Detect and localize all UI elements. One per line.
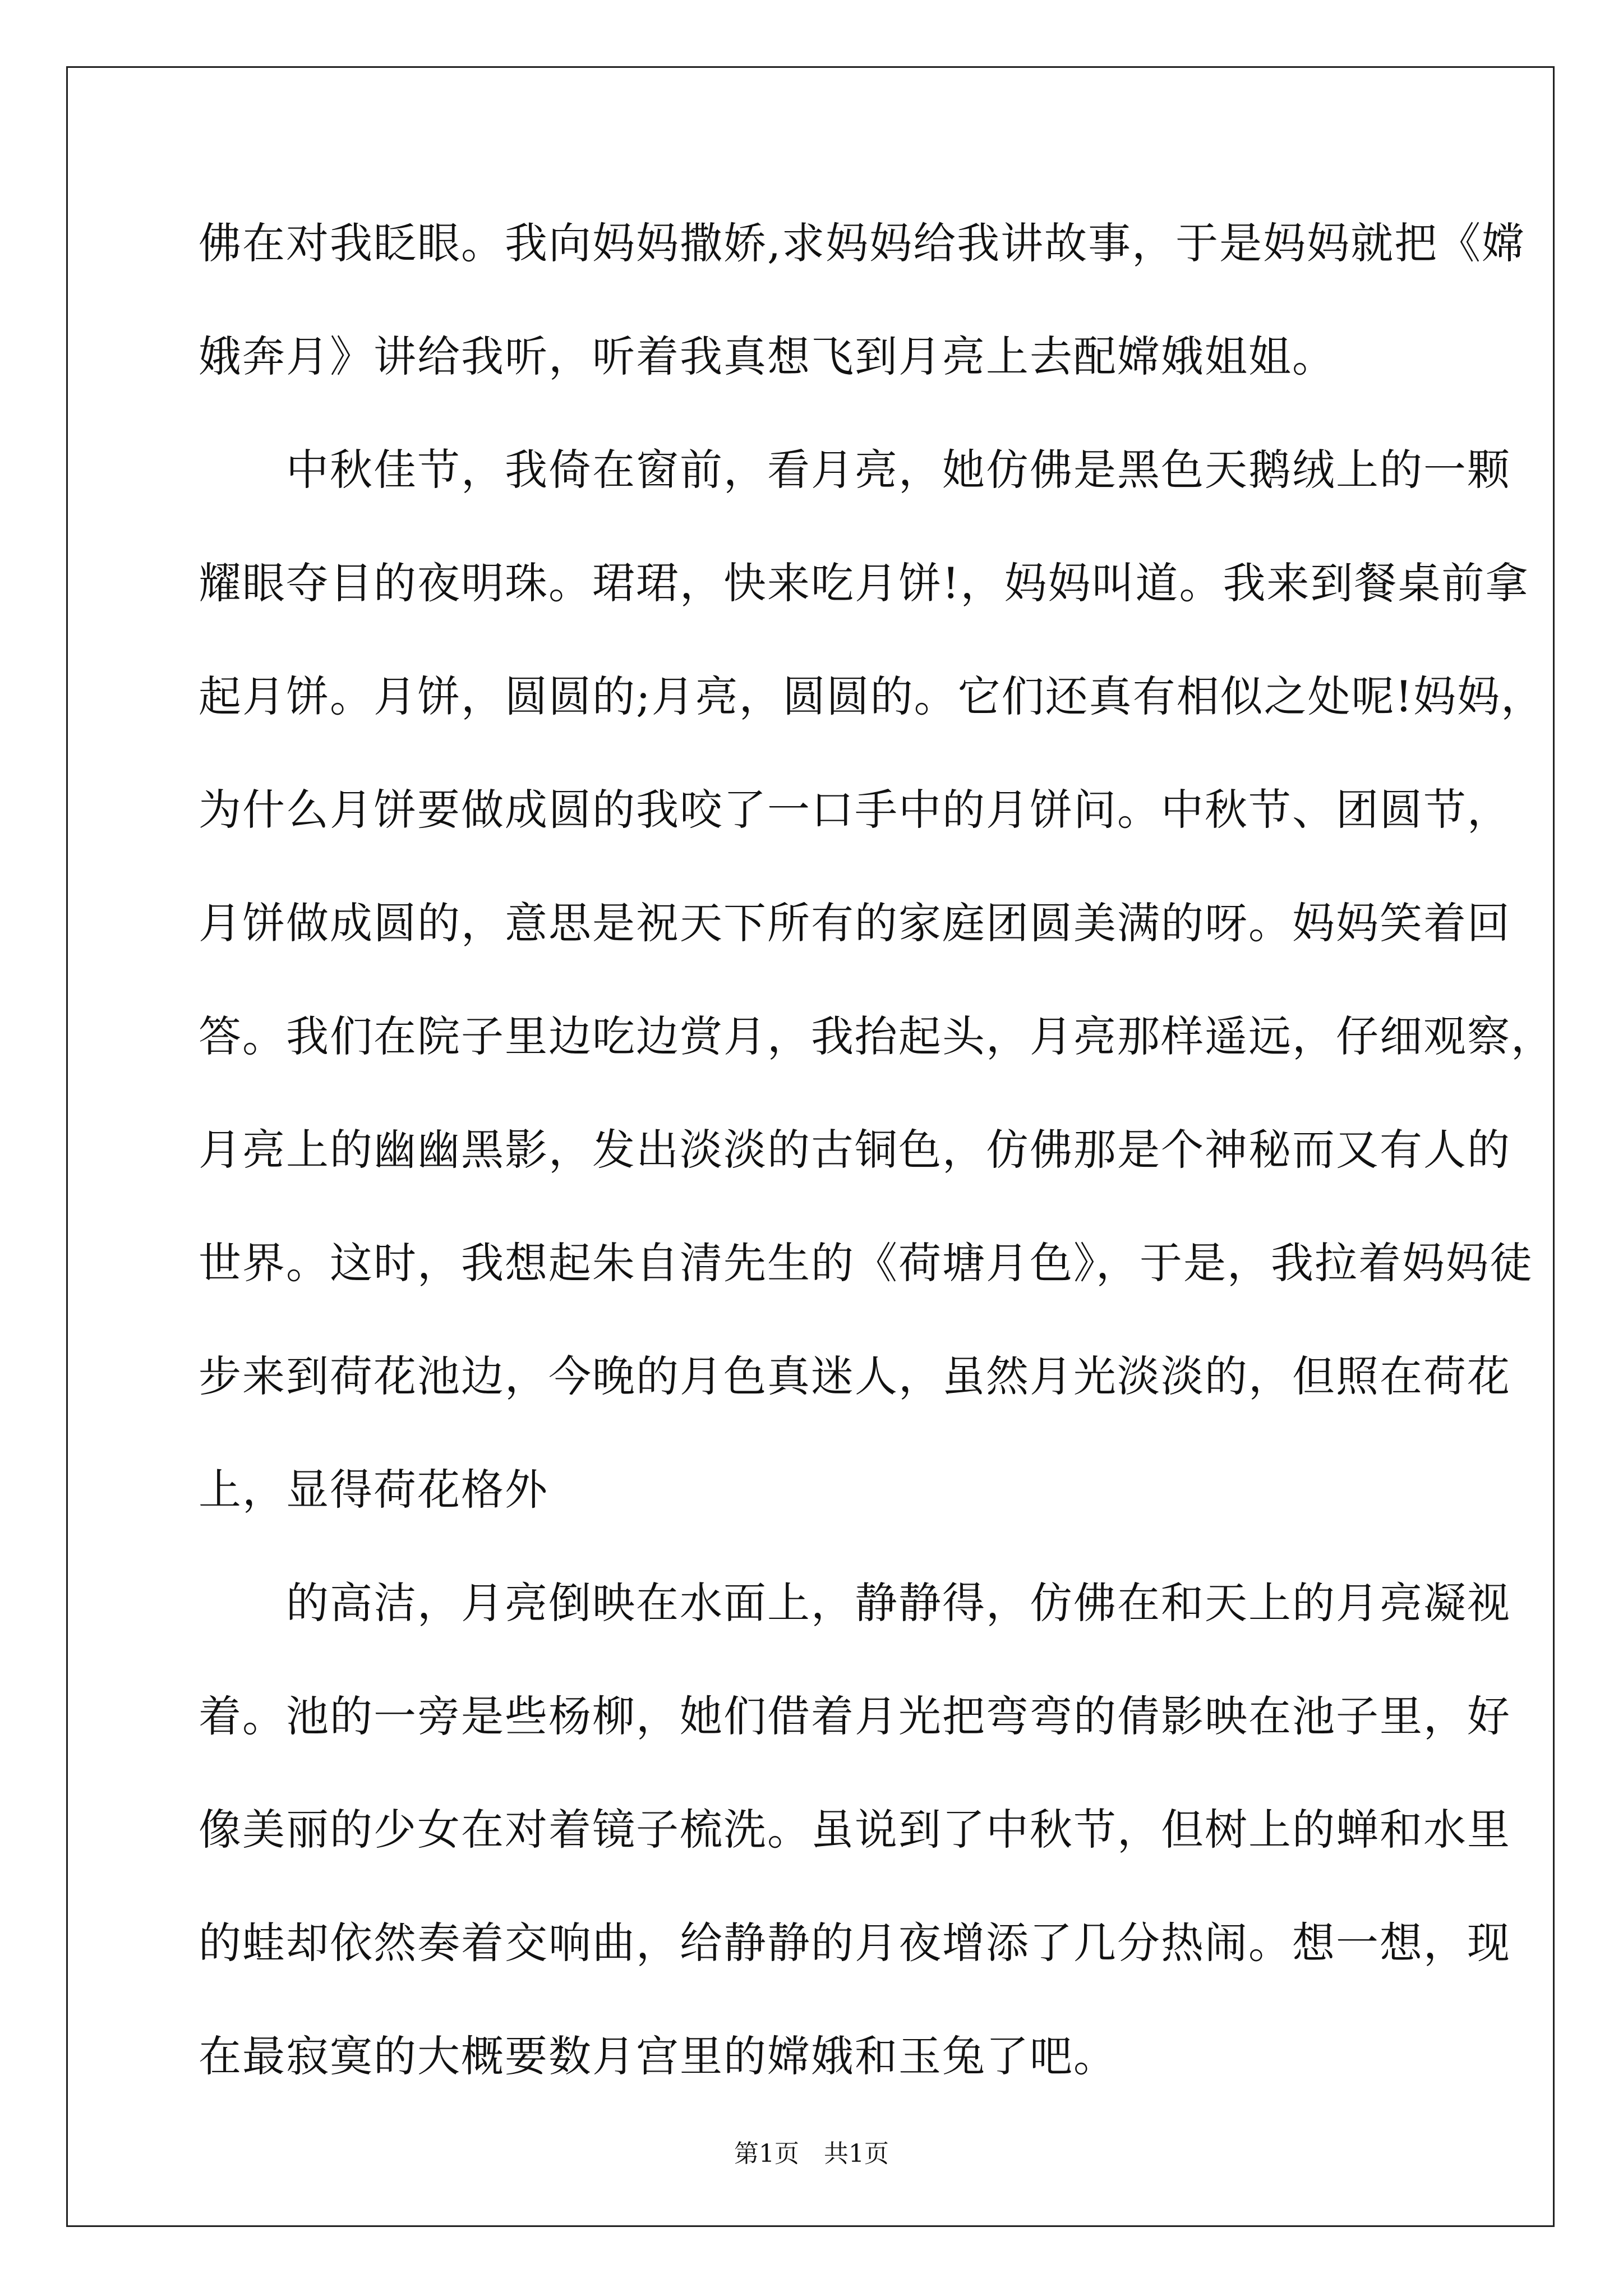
- text-line: 的高洁，月亮倒映在水面上，静静得，仿佛在和天上的月亮凝视: [199, 1578, 1511, 1628]
- text-line: 答。我们在院子里边吃边赏月，我抬起头，月亮那样遥远，仔细观察，: [199, 1011, 1555, 1061]
- text-line: 步来到荷花池边，今晚的月色真迷人，虽然月光淡淡的，但照在荷花: [199, 1351, 1511, 1401]
- text-line: 像美丽的少女在对着镜子梳洗。虽说到了中秋节，但树上的蝉和水里: [199, 1805, 1511, 1855]
- text-line: 佛在对我眨眼。我向妈妈撒娇,求妈妈给我讲故事，于是妈妈就把《嫦: [199, 218, 1526, 268]
- text-line: 着。池的一旁是些杨柳，她们借着月光把弯弯的倩影映在池子里，好: [199, 1691, 1511, 1741]
- text-line: 起月饼。月饼，圆圆的;月亮，圆圆的。它们还真有相似之处呢!妈妈，: [199, 671, 1545, 721]
- document-body: [199, 208, 1555, 2134]
- text-line: 耀眼夺目的夜明珠。珺珺，快来吃月饼!，妈妈叫道。我来到餐桌前拿: [199, 558, 1529, 608]
- text-line: 月亮上的幽幽黑影，发出淡淡的古铜色，仿佛那是个神秘而又有人的: [199, 1125, 1511, 1175]
- page-number-footer: 第1页 共1页: [734, 2139, 889, 2168]
- text-line: 月饼做成圆的，意思是祝天下所有的家庭团圆美满的呀。妈妈笑着回: [199, 898, 1511, 948]
- text-line: 世界。这时，我想起朱自清先生的《荷塘月色》，于是，我拉着妈妈徒: [199, 1238, 1533, 1288]
- text-line: 的蛙却依然奏着交响曲，给静静的月夜增添了几分热闹。想一想，现: [199, 1918, 1511, 1968]
- text-line: 中秋佳节，我倚在窗前，看月亮，她仿佛是黑色天鹅绒上的一颗: [199, 445, 1511, 495]
- text-line: 上，显得荷花格外: [199, 1465, 548, 1515]
- text-line: 娥奔月》讲给我听，听着我真想飞到月亮上去配嫦娥姐姐。: [199, 332, 1336, 381]
- text-line: 在最寂寞的大概要数月宫里的嫦娥和玉兔了吧。: [199, 2031, 1117, 2081]
- text-line: 为什么月饼要做成圆的我咬了一口手中的月饼问。中秋节、团圆节，: [199, 785, 1511, 835]
